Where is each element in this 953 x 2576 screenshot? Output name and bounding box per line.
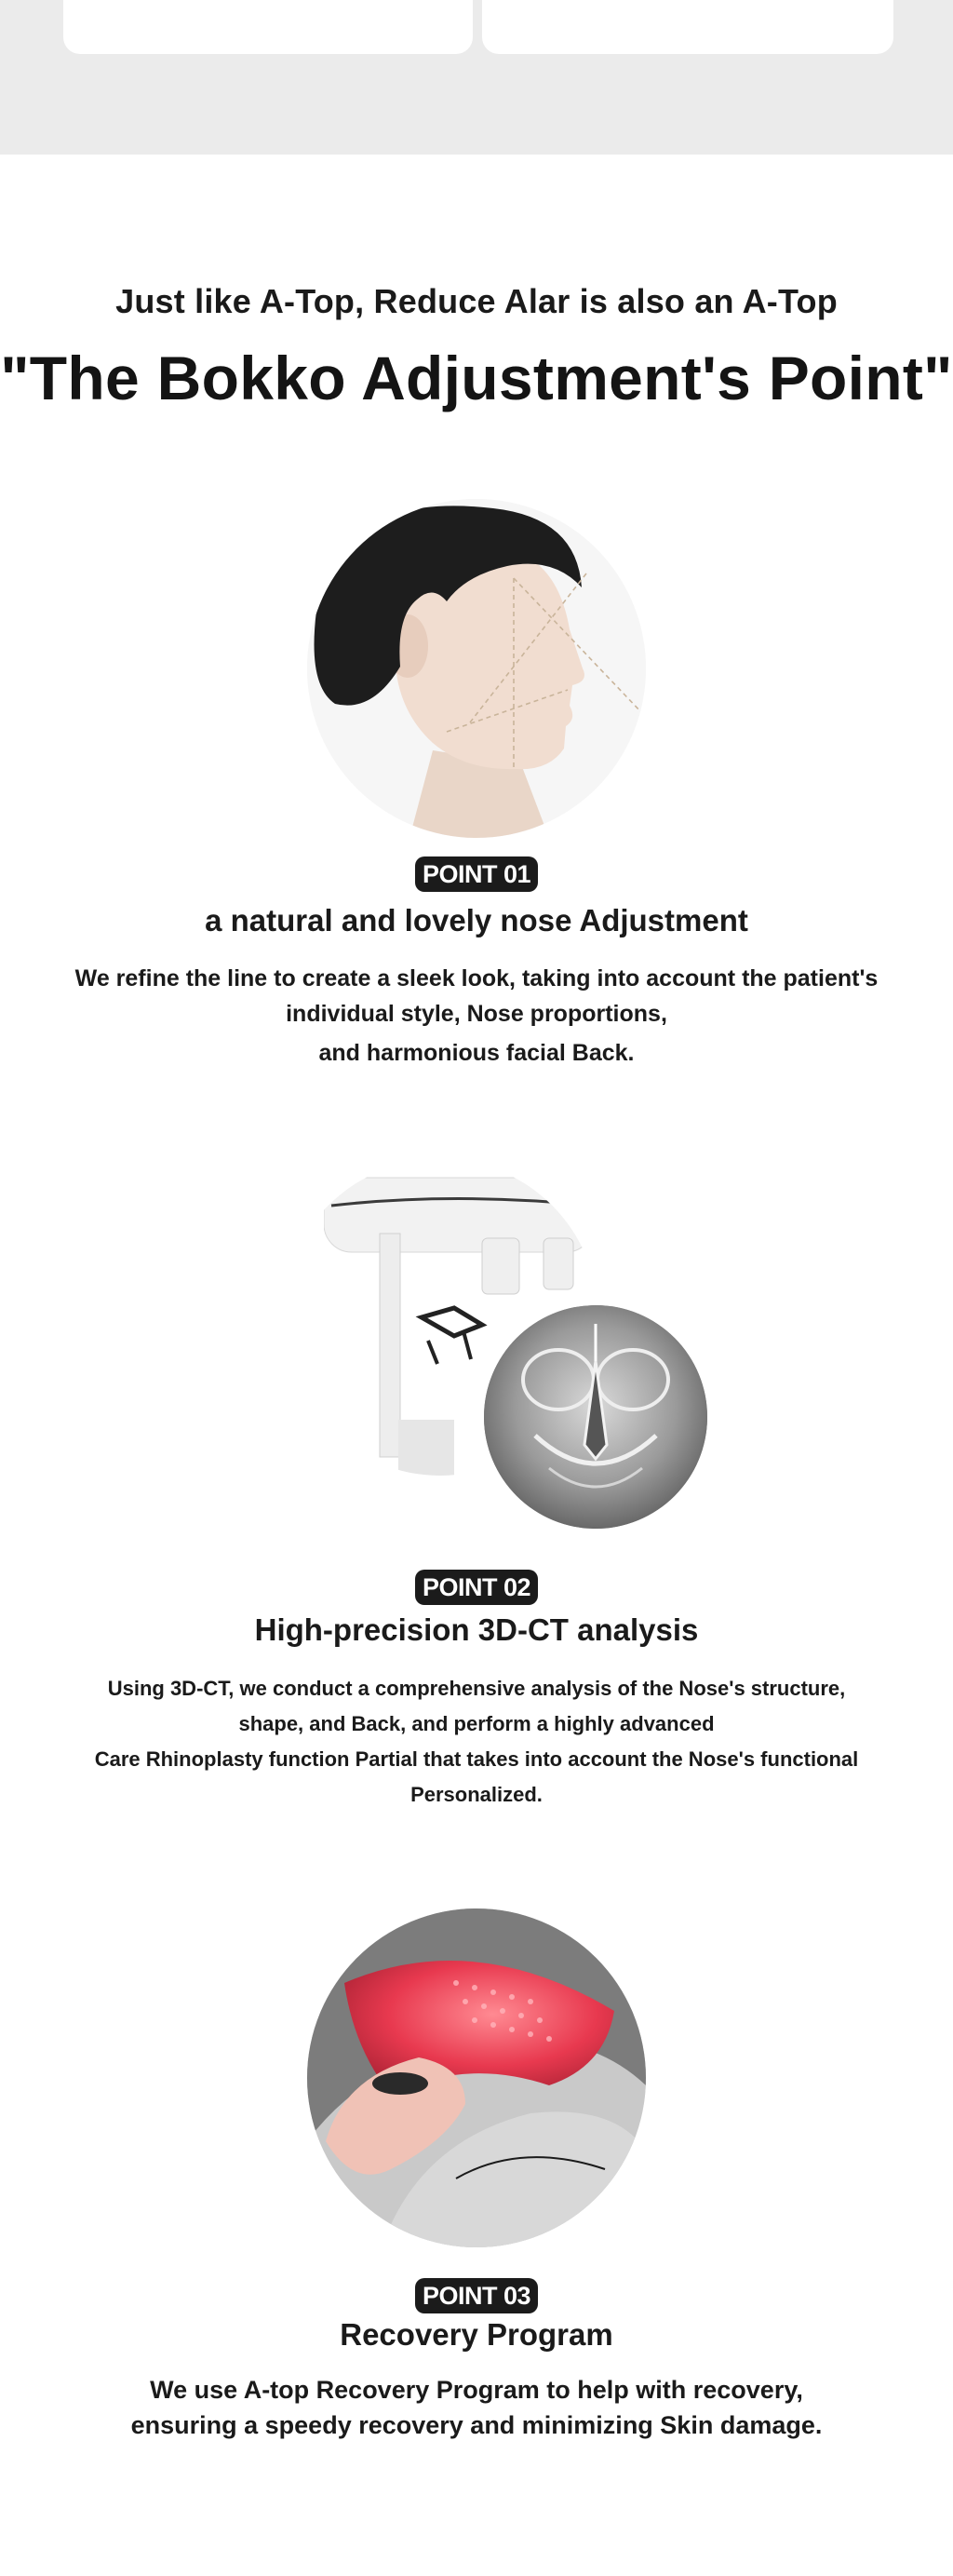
point-03-line: We use A-top Recovery Program to help with recovery, xyxy=(150,2376,803,2404)
point-02-badge: POINT 02 xyxy=(415,1570,538,1605)
point-02-line: Care Rhinoplasty function Partial that takes into account the Nose's functional xyxy=(94,1747,859,1771)
point-03-title: Recovery Program xyxy=(340,2317,613,2352)
top-card-left xyxy=(63,0,473,54)
point-01-line: individual style, Nose proportions, xyxy=(286,1001,667,1027)
point-02-line: Personalized. xyxy=(410,1783,543,1806)
point-01-line: We refine the line to create a sleek look, taking into account the patient's xyxy=(74,965,879,991)
point-03-description xyxy=(0,2372,953,2443)
point-03-line: ensuring a speedy recovery and minimizing Skin damage. xyxy=(130,2411,823,2439)
point-02-description xyxy=(0,1671,953,1813)
section-subtitle: Just like A-Top, Reduce Alar is also an A-Top xyxy=(115,282,838,320)
profile-illustration xyxy=(307,499,646,838)
point-01-line: and harmonious facial Back. xyxy=(318,1040,635,1066)
section-headline: "The Bokko Adjustment's Point" xyxy=(0,344,953,412)
led-therapy-illustration xyxy=(307,1908,646,2247)
ct-xray-illustration xyxy=(484,1305,707,1529)
point-02-title: High-precision 3D-CT analysis xyxy=(254,1612,699,1647)
point-01-title: a natural and lovely nose Adjustment xyxy=(205,903,748,937)
profile-photo xyxy=(307,499,646,838)
point-02-line: shape, and Back, and perform a highly advanced xyxy=(238,1712,715,1735)
point-02-line: Using 3D-CT, we conduct a comprehensive analysis of the Nose's structure, xyxy=(107,1677,846,1700)
top-band xyxy=(0,0,953,155)
point-03-badge: POINT 03 xyxy=(415,2278,538,2313)
led-therapy-photo xyxy=(307,1908,646,2247)
ct-xray-photo xyxy=(484,1305,707,1529)
point-01-description xyxy=(0,961,953,1071)
point-01-badge: POINT 01 xyxy=(415,856,538,892)
top-card-right xyxy=(482,0,893,54)
